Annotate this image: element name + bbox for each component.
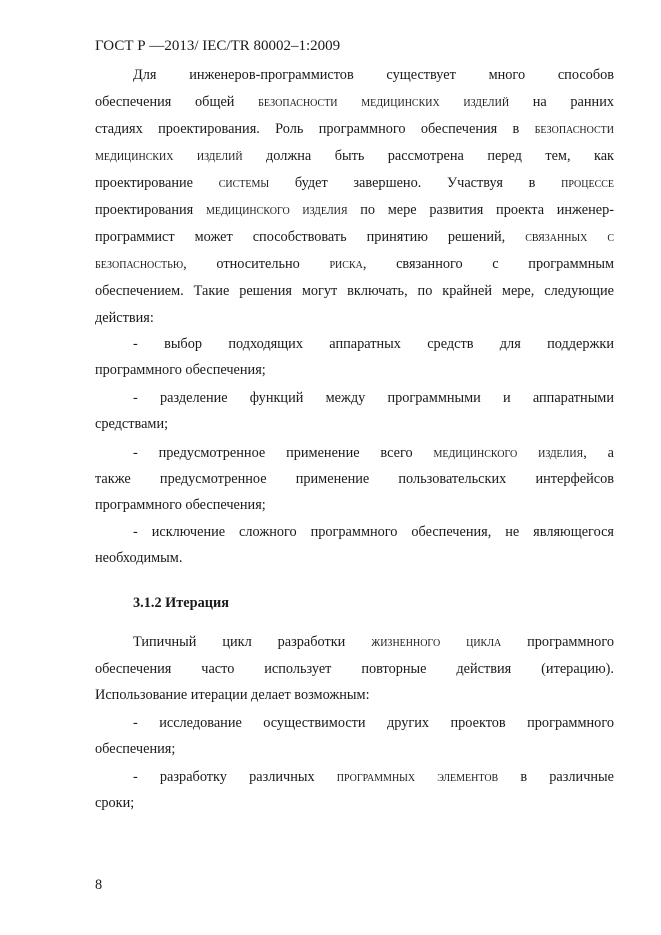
list-item: - исключение сложного программного обеспечения, не являющегося	[133, 524, 614, 540]
paragraph-line: программист может способствовать принятию решений, связанных с	[95, 229, 615, 245]
list-item-continuation: необходимым.	[95, 550, 183, 566]
paragraph-line: действия:	[95, 310, 154, 326]
paragraph-line: медицинских изделий должна быть рассмотрена перед тем, как	[95, 148, 614, 164]
page-number: 8	[95, 877, 103, 893]
list-item: - предусмотренное применение всего медицинского изделия, а	[133, 445, 614, 461]
paragraph-line: обеспечения общей безопасности медицинских изделий на ранних	[95, 94, 615, 110]
list-item-continuation: программного обеспечения;	[95, 497, 266, 513]
section-heading: 3.1.2 Итерация	[133, 595, 229, 611]
list-item: - разделение функций между программными и аппаратными	[133, 390, 614, 406]
document-header: ГОСТ Р —2013/ IEC/TR 80002–1:2009	[95, 38, 341, 54]
list-item: - выбор подходящих аппаратных средств для поддержки	[133, 336, 614, 352]
list-item-continuation: средствами;	[95, 416, 169, 432]
list-item: - исследование осуществимости других проектов программного	[133, 715, 614, 731]
list-item: - разработку различных программных элементов в различные	[133, 769, 614, 785]
paragraph-line: проектирования медицинского изделия по мере развития проекта инженер-	[95, 202, 614, 218]
paragraph-line: обеспечения часто использует повторные действия (итерацию).	[95, 661, 614, 677]
paragraph-line: безопасностью, относительно риска, связанного с программным	[95, 256, 615, 272]
paragraph-line: Использование итерации делает возможным:	[95, 687, 370, 703]
paragraph-line: проектирование системы будет завершено. Участвуя в процессе	[95, 175, 615, 191]
paragraph-line: Для инженеров-программистов существует много способов	[133, 67, 614, 83]
list-item-continuation: также предусмотренное применение пользовательских интерфейсов	[95, 471, 614, 487]
list-item-continuation: программного обеспечения;	[95, 362, 266, 378]
paragraph-line: стадиях проектирования. Роль программного обеспечения в безопасности	[95, 121, 614, 137]
list-item-continuation: обеспечения;	[95, 741, 176, 757]
list-item-continuation: сроки;	[95, 795, 135, 811]
paragraph-line: Типичный цикл разработки жизненного цикла программного	[133, 634, 614, 650]
paragraph-line: обеспечением. Такие решения могут включать, по крайней мере, следующие	[95, 283, 614, 299]
